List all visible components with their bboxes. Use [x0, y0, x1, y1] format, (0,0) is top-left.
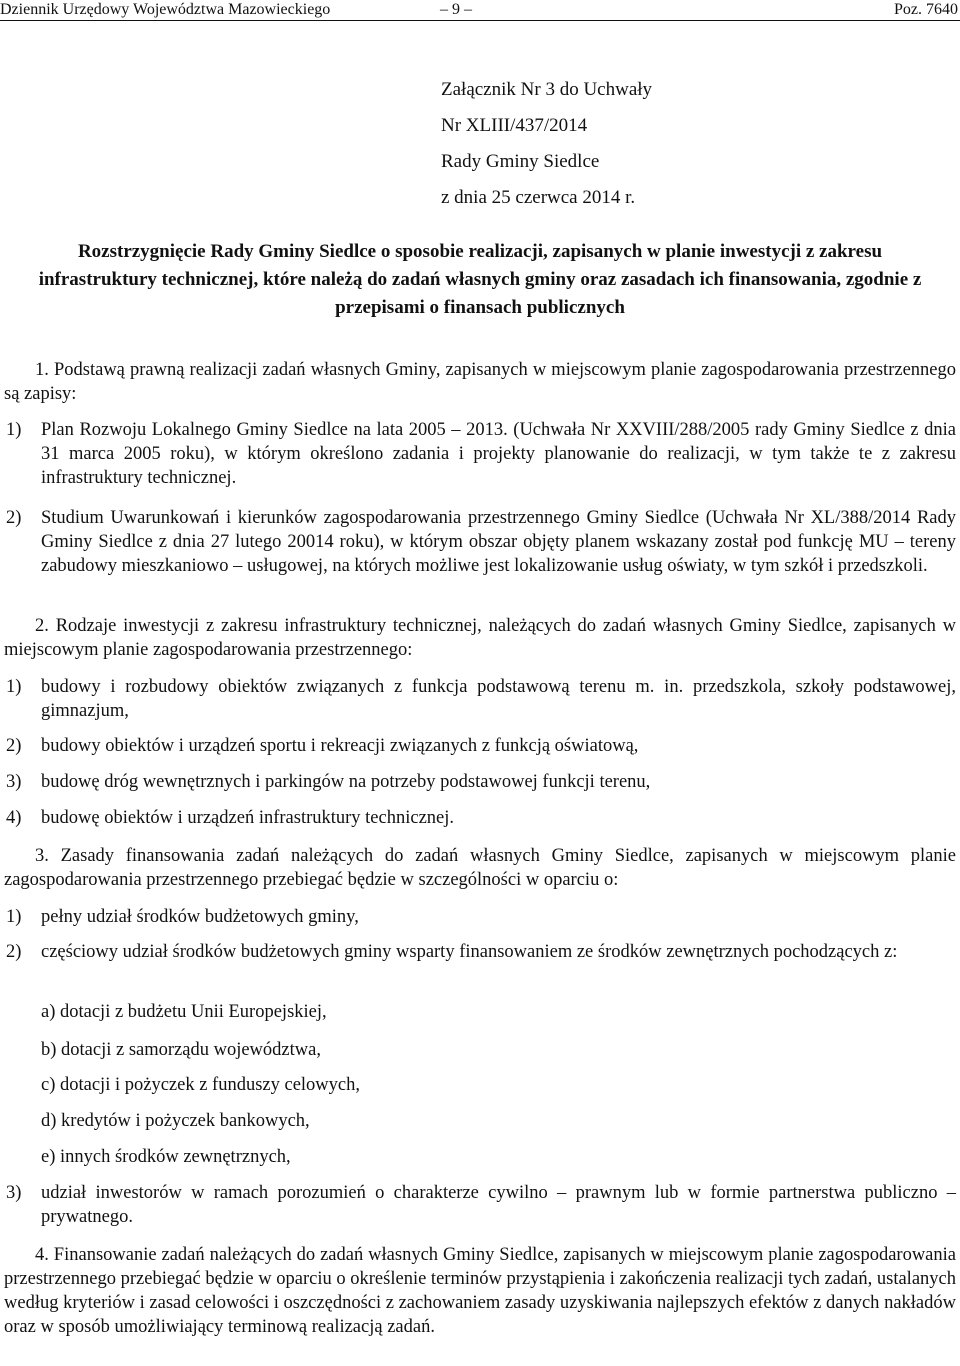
- item-number: 4): [6, 808, 22, 828]
- item-number: 2): [6, 508, 22, 528]
- attachment-line-4: z dnia 25 czerwca 2014 r.: [441, 187, 636, 208]
- section-3-item-1: [6, 905, 956, 929]
- section-2-item-2: [6, 734, 956, 758]
- section-3-sub-d: d) kredytów i pożyczek bankowych,: [41, 1111, 310, 1131]
- item-text: pełny udział środków budżetowych gminy,: [41, 907, 359, 927]
- publication-name: Dziennik Urzędowy Województwa Mazowieckiego: [0, 1, 331, 18]
- section-3-sub-b: b) dotacji z samorządu województwa,: [41, 1040, 321, 1060]
- section-3-item-3: [6, 1181, 956, 1229]
- section-1-item-1: [6, 418, 956, 490]
- section-2-item-4: [6, 806, 956, 830]
- item-number: 1): [6, 677, 22, 697]
- item-text: budowę obiektów i urządzeń infrastruktury technicznej.: [41, 808, 455, 828]
- item-text: Studium Uwarunkowań i kierunków zagospodarowania przestrzennego Gminy Siedlce (Uchwała Nr XL/388/2014 Rady Gminy Siedlce z dnia 27 lutego 20014 roku), w którym obszar objęty planem wskazany został pod funkcję MU – tereny zabudowy mieszkaniowo – usługowej, na których możliwe jest lokalizowanie usług oświaty, w tym szkół i przedszkoli.: [41, 508, 956, 576]
- section-3-intro: 3. Zasady finansowania zadań należących do zadań własnych Gminy Siedlce, zapisanych w miejscowym planie zagospodarowania przestrzennego przebiegać będzie w szczególności w oparciu o:: [4, 846, 956, 890]
- item-number: 3): [6, 772, 22, 792]
- page-number: – 9 –: [440, 1, 472, 18]
- item-number: 2): [6, 942, 22, 962]
- header-divider: [0, 20, 960, 21]
- attachment-line-2: Nr XLIII/437/2014: [441, 115, 588, 136]
- item-text: udział inwestorów w ramach porozumień o charakterze cywilno – prawnym lub w formie partnerstwa publiczno – prywatnego.: [41, 1183, 956, 1227]
- attachment-line-3: Rady Gminy Siedlce: [441, 151, 600, 172]
- item-number: 1): [6, 420, 22, 440]
- item-text: Plan Rozwoju Lokalnego Gminy Siedlce na lata 2005 – 2013. (Uchwała Nr XXVIII/288/2005 rady Gminy Siedlce z dnia 31 marca 2005 roku), w którym określono zadania i projekty planowanie do realizacji, w tym także te z zakresu infrastruktury technicznej.: [41, 420, 956, 488]
- section-1-intro: 1. Podstawą prawną realizacji zadań własnych Gminy, zapisanych w miejscowym planie zagospodarowania przestrzennego są zapisy:: [4, 360, 956, 404]
- item-text: budowy obiektów i urządzeń sportu i rekreacji związanych z funkcją oświatową,: [41, 736, 639, 756]
- attachment-block: [441, 78, 652, 222]
- section-3-item-2: [6, 940, 956, 964]
- document-title: Rozstrzygnięcie Rady Gminy Siedlce o sposobie realizacji, zapisanych w planie inwestycji z zakresu infrastruktury technicznej, które należą do zadań własnych gminy oraz zasadach ich finansowania, zgodnie z przepisami o finansach publicznych: [38, 241, 922, 318]
- section-3-sub-a: a) dotacji z budżetu Unii Europejskiej,: [41, 1002, 327, 1022]
- section-4-intro: 4. Finansowanie zadań należących do zadań własnych Gminy Siedlce, zapisanych w miejscowym planie zagospodarowania przestrzennego przebiegać będzie w oparciu o określenie terminów przystąpienia i zakończenia realizacji tych zadań, ustalanych według kryteriów i zasad celowości i oszczędności z zachowaniem zasady uzyskiwania najlepszych efektów z danych nakładów oraz w sposób umożliwiający terminową realizacją zadań.: [4, 1245, 956, 1337]
- item-text: częściowy udział środków budżetowych gminy wsparty finansowaniem ze środków zewnętrznych pochodzących z:: [41, 942, 898, 962]
- item-number: 2): [6, 736, 22, 756]
- section-3-sub-c: c) dotacji i pożyczek z funduszy celowych,: [41, 1075, 360, 1095]
- item-number: 1): [6, 907, 22, 927]
- section-1-item-2: [6, 506, 956, 578]
- section-2-intro: 2. Rodzaje inwestycji z zakresu infrastruktury technicznej, należących do zadań własnych Gminy Siedlce, zapisanych w miejscowym planie zagospodarowania przestrzennego:: [4, 616, 956, 660]
- section-2-item-1: [6, 675, 956, 723]
- attachment-line-1: Załącznik Nr 3 do Uchwały: [441, 79, 653, 100]
- page-header: [0, 0, 960, 22]
- item-number: 3): [6, 1183, 22, 1203]
- section-2-item-3: [6, 770, 956, 794]
- section-3-sub-e: e) innych środków zewnętrznych,: [41, 1147, 291, 1167]
- item-text: budowy i rozbudowy obiektów związanych z funkcja podstawową terenu m. in. przedszkola, szkoły podstawowej, gimnazjum,: [41, 677, 956, 721]
- item-text: budowę dróg wewnętrznych i parkingów na potrzeby podstawowej funkcji terenu,: [41, 772, 651, 792]
- position-number: Poz. 7640: [894, 1, 958, 18]
